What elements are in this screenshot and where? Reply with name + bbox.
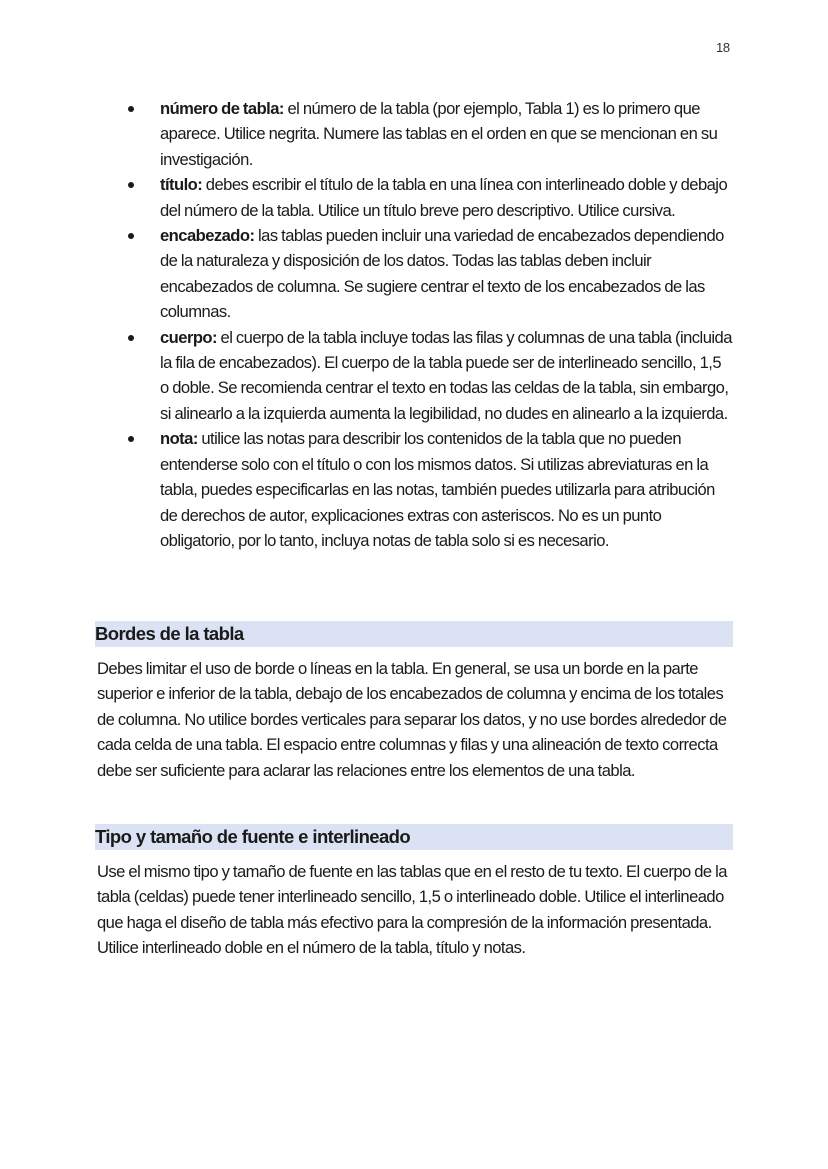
page-number: 18 bbox=[716, 40, 730, 55]
list-item-text: las tablas pueden incluir una variedad de encabezados dependiendo de la naturaleza y disposición de los datos. Todas las tablas deben incluir encabezados de columna. Se sugiere centrar el texto de los encabezados de las columnas. bbox=[160, 226, 724, 322]
list-item-text: debes escribir el título de la tabla en una línea con interlineado doble y debajo del número de la tabla. Utilice un título breve pero descriptivo. Utilice cursiva. bbox=[160, 175, 728, 220]
bullet-icon bbox=[128, 106, 134, 112]
list-item-term: título: bbox=[160, 175, 203, 195]
list-item-text: utilice las notas para describir los contenidos de la tabla que no pueden entenderse solo con el título o con los mismos datos. Si utilizas abreviaturas en la tabla, puedes especificarlas en las notas, también puedes utilizarla para atribución de derechos de autor, explicaciones extras con asteriscos. No es un punto obligatorio, por lo tanto, incluya notas de tabla solo si es necesario. bbox=[160, 429, 715, 550]
list-item-term: número de tabla: bbox=[160, 99, 284, 118]
list-item-text: el número de la tabla (por ejemplo, Tabla 1) es lo primero que aparece. Utilice negrita. Numere las tablas en el orden en que se mencionan en su investigación. bbox=[160, 99, 718, 169]
list-item-term: nota: bbox=[160, 429, 198, 449]
table-elements-list-container bbox=[97, 96, 733, 553]
list-item-numero-de-tabla bbox=[97, 96, 733, 172]
bullet-icon bbox=[128, 335, 134, 341]
list-item-term: cuerpo: bbox=[160, 327, 217, 347]
bullet-icon bbox=[128, 182, 134, 188]
section-heading-bordes: Bordes de la tabla bbox=[95, 621, 733, 647]
list-item-titulo bbox=[97, 172, 733, 223]
list-item-term: encabezado: bbox=[160, 226, 255, 246]
list-item-nota bbox=[97, 426, 733, 553]
section-heading-tipo-fuente: Tipo y tamaño de fuente e interlineado bbox=[95, 824, 733, 850]
list-item-text: el cuerpo de la tabla incluye todas las filas y columnas de una tabla (incluida la fila de encabezados). El cuerpo de la tabla puede ser de interlineado sencillo, 1,5 o doble. Se recomienda centrar el texto en todas las celdas de la tabla, sin embargo, si alinearlo a la izquierda aumenta la legibilidad, no dudes en alinearlo a la izquierda. bbox=[160, 327, 732, 423]
list-item-encabezado bbox=[97, 223, 733, 325]
section-body-bordes: Debes limitar el uso de borde o líneas en la tabla. En general, se usa un borde en la parte superior e inferior de la tabla, debajo de los encabezados de columna y encima de los totales de columna. No utilice bordes verticales para separar los datos, y no use bordes alrededor de cada celda de una tabla. El espacio entre columnas y filas y una alineación de texto correcta debe ser suficiente para aclarar las relaciones entre los elementos de una tabla. bbox=[97, 659, 727, 780]
list-item-cuerpo bbox=[97, 325, 733, 427]
bullet-icon bbox=[128, 436, 134, 442]
bullet-icon bbox=[128, 233, 134, 239]
table-elements-list bbox=[97, 96, 733, 553]
section-body-tipo-fuente: Use el mismo tipo y tamaño de fuente en las tablas que en el resto de tu texto. El cuerpo de la tabla (celdas) puede tener interlineado sencillo, 1,5 o interlineado doble. Utilice el interlineado que haga el diseño de tabla más efectivo para la compresión de la información presentada. Utilice interlineado doble en el número de la tabla, título y notas. bbox=[97, 862, 727, 958]
